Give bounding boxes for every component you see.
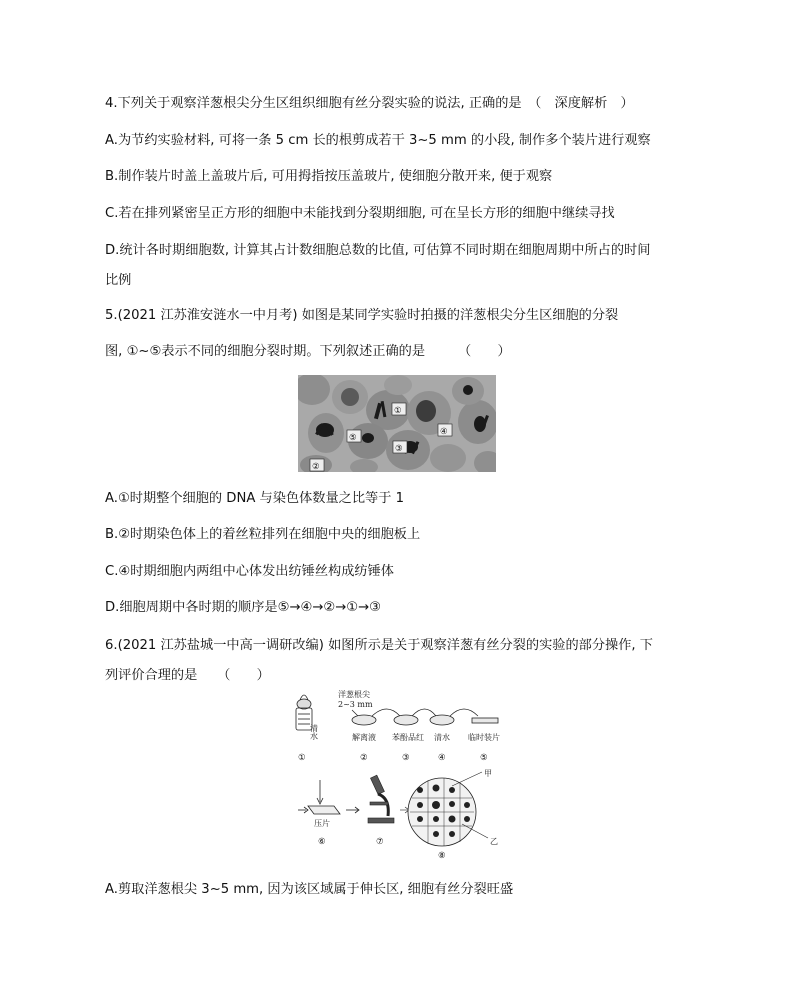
q5-option-d: D.细胞周期中各时期的顺序是⑤→④→②→①→③ bbox=[105, 600, 381, 615]
q4-option-d-line1: D.统计各时期细胞数, 计算其占计数细胞总数的比值, 可估算不同时期在细胞周期中所占的时间 bbox=[105, 243, 651, 258]
step-label-water: 清水 bbox=[434, 733, 450, 742]
figure-label-4: ④ bbox=[440, 427, 448, 437]
microscope-icon bbox=[368, 775, 409, 823]
q5-option-a: A.①时期整个细胞的 DNA 与染色体数量之比等于 1 bbox=[105, 491, 404, 506]
q4-stem: 4.下列关于观察洋葱根尖分生区组织细胞有丝分裂实验的说法, 正确的是 （ 深度解析 ） bbox=[105, 96, 634, 111]
q4-option-a: A.为节约实验材料, 可将一条 5 cm 长的根剪成若干 3~5 mm 的小段, 制作多个装片进行观察 bbox=[105, 133, 651, 148]
figure-label-3: ③ bbox=[395, 444, 403, 454]
q6-stem-line2: 列评价合理的是 （ ） bbox=[105, 668, 270, 683]
step-number-3: ③ bbox=[402, 753, 410, 763]
q5-stem-line2: 图, ①~⑤表示不同的细胞分裂时期。下列叙述正确的是 （ ） bbox=[105, 344, 511, 359]
step-label-slide: 临时装片 bbox=[468, 733, 500, 742]
step-number-6: ⑥ bbox=[318, 837, 326, 847]
step-number-7: ⑦ bbox=[376, 837, 384, 847]
water-label: 清水 bbox=[309, 724, 319, 740]
microscope-field-view bbox=[408, 772, 488, 846]
step-number-2: ② bbox=[360, 753, 368, 763]
step-number-8: ⑧ bbox=[438, 851, 446, 860]
q4-option-d-line2: 比例 bbox=[105, 273, 132, 288]
figure-label-5: ⑤ bbox=[349, 433, 357, 443]
q4-option-c: C.若在排列紧密呈正方形的细胞中未能找到分裂期细胞, 可在呈长方形的细胞中继续寻找 bbox=[105, 206, 615, 221]
step-number-4: ④ bbox=[438, 753, 446, 763]
step-number-5: ⑤ bbox=[480, 753, 488, 763]
q6-option-a: A.剪取洋葱根尖 3~5 mm, 因为该区域属于伸长区, 细胞有丝分裂旺盛 bbox=[105, 882, 514, 897]
cell-division-micrograph bbox=[298, 375, 496, 472]
q5-stem-line1: 5.(2021 江苏淮安涟水一中月考) 如图是某同学实验时拍摄的洋葱根尖分生区细胞的分裂 bbox=[105, 308, 619, 323]
press-slide-icon bbox=[298, 780, 359, 814]
label-jia: 甲 bbox=[484, 769, 492, 778]
label-yi: 乙 bbox=[490, 837, 498, 846]
step-label-stain: 苯酚品红 bbox=[392, 733, 424, 742]
root-tip-size-label: 2~3 mm bbox=[338, 700, 373, 709]
q4-option-b: B.制作装片时盖上盖玻片后, 可用拇指按压盖玻片, 使细胞分散开来, 便于观察 bbox=[105, 169, 553, 184]
onion-root-tip-label: 洋葱根尖 bbox=[338, 690, 370, 699]
experiment-procedure-diagram bbox=[292, 688, 516, 860]
press-label: 压片 bbox=[314, 819, 330, 828]
step-label-dissociation: 解离液 bbox=[352, 733, 376, 742]
q5-option-b: B.②时期染色体上的着丝粒排列在细胞中央的细胞板上 bbox=[105, 527, 421, 542]
figure-label-2: ② bbox=[312, 462, 320, 472]
step-number-1: ① bbox=[298, 753, 306, 763]
q6-stem-line1: 6.(2021 江苏盐城一中高一调研改编) 如图所示是关于观察洋葱有丝分裂的实验的部分操作, 下 bbox=[105, 638, 653, 653]
figure-label-1: ① bbox=[394, 406, 402, 416]
q5-option-c: C.④时期细胞内两组中心体发出纺锤丝构成纺锤体 bbox=[105, 564, 394, 579]
